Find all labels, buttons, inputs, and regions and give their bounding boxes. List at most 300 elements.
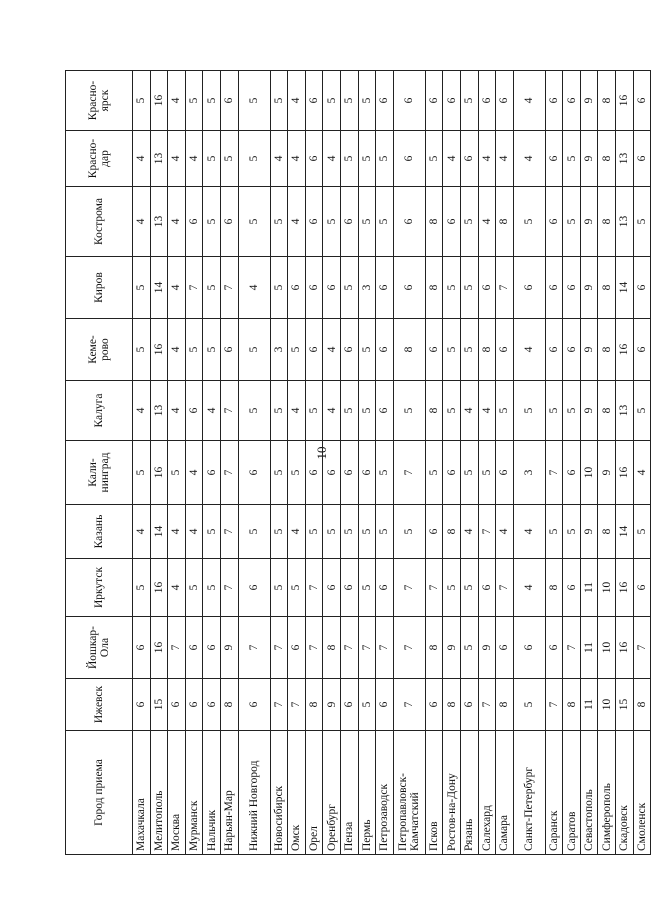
column-header: Иркутск [66, 559, 133, 617]
value-cell: 5 [203, 257, 221, 319]
value-cell: 7 [478, 679, 496, 731]
table-row [220, 71, 238, 855]
value-cell: 6 [393, 131, 425, 187]
value-cell: 16 [616, 617, 634, 679]
delivery-time-table [65, 70, 651, 855]
value-cell: 5 [443, 319, 461, 381]
value-cell: 6 [460, 131, 478, 187]
table-row [580, 71, 598, 855]
value-cell: 4 [238, 257, 270, 319]
value-cell: 6 [340, 187, 358, 257]
value-cell: 4 [133, 131, 151, 187]
value-cell: 5 [238, 71, 270, 131]
table-row [425, 71, 443, 855]
value-cell: 6 [376, 257, 394, 319]
value-cell: 16 [616, 559, 634, 617]
value-cell: 6 [425, 319, 443, 381]
value-cell: 7 [220, 381, 238, 441]
value-cell: 5 [358, 319, 376, 381]
value-cell: 4 [323, 381, 341, 441]
value-cell: 6 [496, 319, 514, 381]
value-cell: 6 [376, 679, 394, 731]
city-cell: Нарьян-Мар [220, 731, 238, 855]
value-cell: 7 [220, 441, 238, 505]
value-cell: 6 [478, 257, 496, 319]
value-cell: 5 [460, 617, 478, 679]
value-cell: 5 [545, 505, 563, 559]
value-cell: 15 [616, 679, 634, 731]
value-cell: 5 [443, 381, 461, 441]
value-cell: 5 [633, 505, 651, 559]
table-row [150, 71, 168, 855]
table-row [305, 71, 323, 855]
value-cell: 5 [460, 441, 478, 505]
value-cell: 8 [425, 187, 443, 257]
value-cell: 5 [545, 381, 563, 441]
value-cell: 5 [203, 71, 221, 131]
value-cell: 5 [270, 559, 288, 617]
column-header: Калуга [66, 381, 133, 441]
value-cell: 6 [443, 187, 461, 257]
value-cell: 13 [150, 187, 168, 257]
table-row [513, 71, 545, 855]
value-cell: 4 [168, 131, 186, 187]
value-cell: 5 [358, 381, 376, 441]
value-cell: 8 [443, 679, 461, 731]
value-cell: 4 [513, 319, 545, 381]
value-cell: 4 [270, 131, 288, 187]
value-cell: 5 [376, 441, 394, 505]
table-row [598, 71, 616, 855]
value-cell: 8 [598, 319, 616, 381]
value-cell: 6 [203, 679, 221, 731]
value-cell: 9 [580, 187, 598, 257]
city-cell: Пенза [340, 731, 358, 855]
value-cell: 6 [185, 187, 203, 257]
value-cell: 14 [616, 257, 634, 319]
value-cell: 5 [185, 319, 203, 381]
value-cell: 5 [270, 441, 288, 505]
value-cell: 14 [150, 505, 168, 559]
table-row [358, 71, 376, 855]
value-cell: 6 [288, 257, 306, 319]
value-cell: 8 [220, 679, 238, 731]
value-cell: 6 [220, 187, 238, 257]
city-cell: Пермь [358, 731, 376, 855]
value-cell: 4 [168, 257, 186, 319]
value-cell: 6 [305, 131, 323, 187]
city-cell: Севастополь [580, 731, 598, 855]
value-cell: 5 [376, 131, 394, 187]
value-cell: 5 [203, 505, 221, 559]
value-cell: 6 [513, 617, 545, 679]
value-cell: 7 [288, 679, 306, 731]
city-cell: Новосибирск [270, 731, 288, 855]
value-cell: 9 [478, 617, 496, 679]
value-cell: 5 [238, 505, 270, 559]
city-cell: Москва [168, 731, 186, 855]
value-cell: 5 [358, 187, 376, 257]
value-cell: 4 [288, 131, 306, 187]
value-cell: 6 [376, 71, 394, 131]
value-cell: 5 [513, 679, 545, 731]
value-cell: 8 [563, 679, 581, 731]
value-cell: 6 [133, 617, 151, 679]
value-cell: 5 [185, 559, 203, 617]
value-cell: 6 [305, 71, 323, 131]
value-cell: 8 [496, 679, 514, 731]
value-cell: 3 [513, 441, 545, 505]
value-cell: 7 [340, 617, 358, 679]
value-cell: 7 [305, 559, 323, 617]
value-cell: 4 [133, 381, 151, 441]
value-cell: 7 [425, 559, 443, 617]
table-row [563, 71, 581, 855]
value-cell: 6 [376, 559, 394, 617]
city-cell: Омск [288, 731, 306, 855]
value-cell: 5 [460, 257, 478, 319]
value-cell: 4 [168, 71, 186, 131]
table-row [393, 71, 425, 855]
table-row [270, 71, 288, 855]
value-cell: 6 [443, 441, 461, 505]
value-cell: 6 [323, 559, 341, 617]
value-cell: 5 [133, 559, 151, 617]
value-cell: 8 [323, 617, 341, 679]
value-cell: 4 [443, 131, 461, 187]
value-cell: 11 [580, 679, 598, 731]
value-cell: 5 [563, 187, 581, 257]
city-cell: Петропавловск-Камчатский [393, 731, 425, 855]
value-cell: 5 [513, 381, 545, 441]
value-cell: 5 [340, 71, 358, 131]
value-cell: 4 [133, 505, 151, 559]
value-cell: 9 [580, 131, 598, 187]
value-cell: 6 [443, 71, 461, 131]
value-cell: 4 [496, 505, 514, 559]
value-cell: 5 [238, 131, 270, 187]
value-cell: 8 [425, 257, 443, 319]
value-cell: 6 [425, 505, 443, 559]
city-cell: Симферополь [598, 731, 616, 855]
value-cell: 7 [393, 679, 425, 731]
value-cell: 7 [220, 559, 238, 617]
value-cell: 6 [323, 441, 341, 505]
value-cell: 5 [133, 257, 151, 319]
value-cell: 16 [616, 441, 634, 505]
value-cell: 7 [633, 617, 651, 679]
value-cell: 5 [358, 131, 376, 187]
value-cell: 6 [633, 257, 651, 319]
value-cell: 4 [288, 381, 306, 441]
value-cell: 5 [288, 319, 306, 381]
value-cell: 7 [238, 617, 270, 679]
value-cell: 7 [393, 441, 425, 505]
value-cell: 16 [616, 71, 634, 131]
value-cell: 5 [133, 71, 151, 131]
value-cell: 7 [358, 617, 376, 679]
value-cell: 6 [133, 679, 151, 731]
value-cell: 5 [460, 71, 478, 131]
value-cell: 16 [150, 559, 168, 617]
value-cell: 5 [358, 679, 376, 731]
value-cell: 6 [203, 617, 221, 679]
value-cell: 5 [376, 505, 394, 559]
value-cell: 9 [598, 441, 616, 505]
value-cell: 5 [340, 505, 358, 559]
value-cell: 5 [270, 381, 288, 441]
value-cell: 14 [616, 505, 634, 559]
value-cell: 15 [150, 679, 168, 731]
value-cell: 7 [393, 617, 425, 679]
value-cell: 6 [496, 71, 514, 131]
table-row [323, 71, 341, 855]
value-cell: 7 [270, 679, 288, 731]
value-cell: 5 [460, 319, 478, 381]
value-cell: 5 [270, 257, 288, 319]
value-cell: 6 [393, 257, 425, 319]
value-cell: 4 [460, 505, 478, 559]
table-row [133, 71, 151, 855]
value-cell: 6 [563, 257, 581, 319]
value-cell: 5 [563, 505, 581, 559]
value-cell: 7 [545, 679, 563, 731]
value-cell: 6 [238, 441, 270, 505]
value-cell: 6 [393, 71, 425, 131]
city-cell: Самара [496, 731, 514, 855]
value-cell: 5 [238, 319, 270, 381]
value-cell: 5 [323, 187, 341, 257]
value-cell: 6 [563, 319, 581, 381]
table-row [288, 71, 306, 855]
value-cell: 6 [340, 559, 358, 617]
value-cell: 6 [496, 617, 514, 679]
table-row [478, 71, 496, 855]
value-cell: 6 [323, 257, 341, 319]
value-cell: 6 [478, 71, 496, 131]
value-cell: 5 [633, 187, 651, 257]
value-cell: 6 [563, 559, 581, 617]
value-cell: 11 [580, 617, 598, 679]
value-cell: 6 [305, 319, 323, 381]
value-cell: 5 [203, 131, 221, 187]
value-cell: 5 [563, 131, 581, 187]
value-cell: 6 [496, 441, 514, 505]
city-cell: Скадовск [616, 731, 634, 855]
value-cell: 5 [460, 187, 478, 257]
value-cell: 6 [376, 381, 394, 441]
value-cell: 8 [598, 187, 616, 257]
city-cell: Нальчик [203, 731, 221, 855]
value-cell: 9 [323, 679, 341, 731]
value-cell: 5 [633, 381, 651, 441]
value-cell: 8 [598, 131, 616, 187]
value-cell: 7 [496, 559, 514, 617]
value-cell: 10 [580, 441, 598, 505]
value-cell: 5 [376, 187, 394, 257]
value-cell: 5 [203, 187, 221, 257]
city-cell: Саратов [563, 731, 581, 855]
value-cell: 4 [460, 381, 478, 441]
value-cell: 6 [238, 679, 270, 731]
value-cell: 7 [376, 617, 394, 679]
value-cell: 5 [305, 381, 323, 441]
value-cell: 13 [616, 187, 634, 257]
column-header: Красно- ярск [66, 71, 133, 131]
value-cell: 4 [168, 559, 186, 617]
table-row [168, 71, 186, 855]
value-cell: 4 [133, 187, 151, 257]
value-cell: 9 [580, 381, 598, 441]
value-cell: 9 [580, 71, 598, 131]
table-row [443, 71, 461, 855]
value-cell: 4 [168, 381, 186, 441]
rotated-table-container [65, 71, 648, 855]
table-row [545, 71, 563, 855]
city-cell: Мелитополь [150, 731, 168, 855]
value-cell: 5 [185, 71, 203, 131]
value-cell: 13 [616, 131, 634, 187]
value-cell: 6 [376, 319, 394, 381]
value-cell: 6 [305, 187, 323, 257]
value-cell: 6 [305, 441, 323, 505]
value-cell: 5 [340, 381, 358, 441]
value-cell: 4 [288, 187, 306, 257]
value-cell: 6 [340, 319, 358, 381]
value-cell: 8 [633, 679, 651, 731]
table-row [340, 71, 358, 855]
value-cell: 6 [545, 319, 563, 381]
value-cell: 5 [443, 257, 461, 319]
value-cell: 5 [393, 505, 425, 559]
value-cell: 6 [633, 319, 651, 381]
value-cell: 5 [305, 505, 323, 559]
table-row [185, 71, 203, 855]
value-cell: 5 [563, 381, 581, 441]
value-cell: 6 [563, 441, 581, 505]
value-cell: 6 [545, 71, 563, 131]
value-cell: 6 [305, 257, 323, 319]
value-cell: 6 [633, 71, 651, 131]
value-cell: 4 [323, 131, 341, 187]
value-cell: 5 [270, 187, 288, 257]
value-cell: 14 [150, 257, 168, 319]
value-cell: 4 [288, 505, 306, 559]
value-cell: 6 [168, 679, 186, 731]
value-cell: 9 [580, 505, 598, 559]
value-cell: 4 [478, 131, 496, 187]
value-cell: 8 [443, 505, 461, 559]
value-cell: 6 [185, 679, 203, 731]
city-cell: Петрозаводск [376, 731, 394, 855]
value-cell: 3 [358, 257, 376, 319]
value-cell: 6 [358, 441, 376, 505]
column-header-city: Город приема [66, 731, 133, 855]
table-row [203, 71, 221, 855]
value-cell: 6 [545, 131, 563, 187]
value-cell: 9 [220, 617, 238, 679]
value-cell: 5 [203, 319, 221, 381]
city-cell: Псков [425, 731, 443, 855]
table-row [460, 71, 478, 855]
value-cell: 10 [598, 559, 616, 617]
value-cell: 8 [425, 617, 443, 679]
city-cell: Рязань [460, 731, 478, 855]
value-cell: 16 [616, 319, 634, 381]
value-cell: 16 [150, 441, 168, 505]
value-cell: 4 [203, 381, 221, 441]
city-cell: Орел [305, 731, 323, 855]
value-cell: 5 [288, 559, 306, 617]
value-cell: 6 [185, 381, 203, 441]
page-number: 10 [314, 446, 329, 460]
value-cell: 6 [478, 559, 496, 617]
value-cell: 5 [460, 559, 478, 617]
value-cell: 4 [513, 131, 545, 187]
value-cell: 8 [598, 257, 616, 319]
value-cell: 6 [425, 71, 443, 131]
value-cell: 4 [168, 187, 186, 257]
value-cell: 6 [633, 131, 651, 187]
value-cell: 4 [633, 441, 651, 505]
table-row [633, 71, 651, 855]
value-cell: 9 [580, 257, 598, 319]
value-cell: 5 [323, 505, 341, 559]
value-cell: 8 [598, 505, 616, 559]
value-cell: 6 [393, 187, 425, 257]
value-cell: 6 [545, 187, 563, 257]
city-cell: Смоленск [633, 731, 651, 855]
table-row [616, 71, 634, 855]
value-cell: 5 [270, 505, 288, 559]
value-cell: 7 [168, 617, 186, 679]
value-cell: 4 [513, 559, 545, 617]
value-cell: 4 [185, 131, 203, 187]
value-cell: 7 [220, 505, 238, 559]
value-cell: 8 [393, 319, 425, 381]
value-cell: 5 [133, 319, 151, 381]
value-cell: 5 [340, 257, 358, 319]
value-cell: 13 [616, 381, 634, 441]
value-cell: 7 [563, 617, 581, 679]
value-cell: 6 [185, 617, 203, 679]
value-cell: 7 [545, 441, 563, 505]
value-cell: 5 [203, 559, 221, 617]
value-cell: 10 [598, 679, 616, 731]
value-cell: 5 [358, 505, 376, 559]
value-cell: 6 [545, 257, 563, 319]
value-cell: 10 [598, 617, 616, 679]
city-cell: Саранск [545, 731, 563, 855]
value-cell: 8 [425, 381, 443, 441]
value-cell: 6 [633, 559, 651, 617]
value-cell: 6 [220, 71, 238, 131]
value-cell: 16 [150, 71, 168, 131]
value-cell: 5 [496, 381, 514, 441]
value-cell: 8 [545, 559, 563, 617]
table-row [376, 71, 394, 855]
column-header: Йошкар- Ола [66, 617, 133, 679]
column-header: Кострома [66, 187, 133, 257]
value-cell: 6 [288, 617, 306, 679]
value-cell: 5 [288, 441, 306, 505]
value-cell: 5 [168, 441, 186, 505]
value-cell: 9 [580, 319, 598, 381]
value-cell: 8 [598, 71, 616, 131]
city-cell: Оренбург [323, 731, 341, 855]
city-cell: Нижний Новгород [238, 731, 270, 855]
value-cell: 8 [305, 679, 323, 731]
